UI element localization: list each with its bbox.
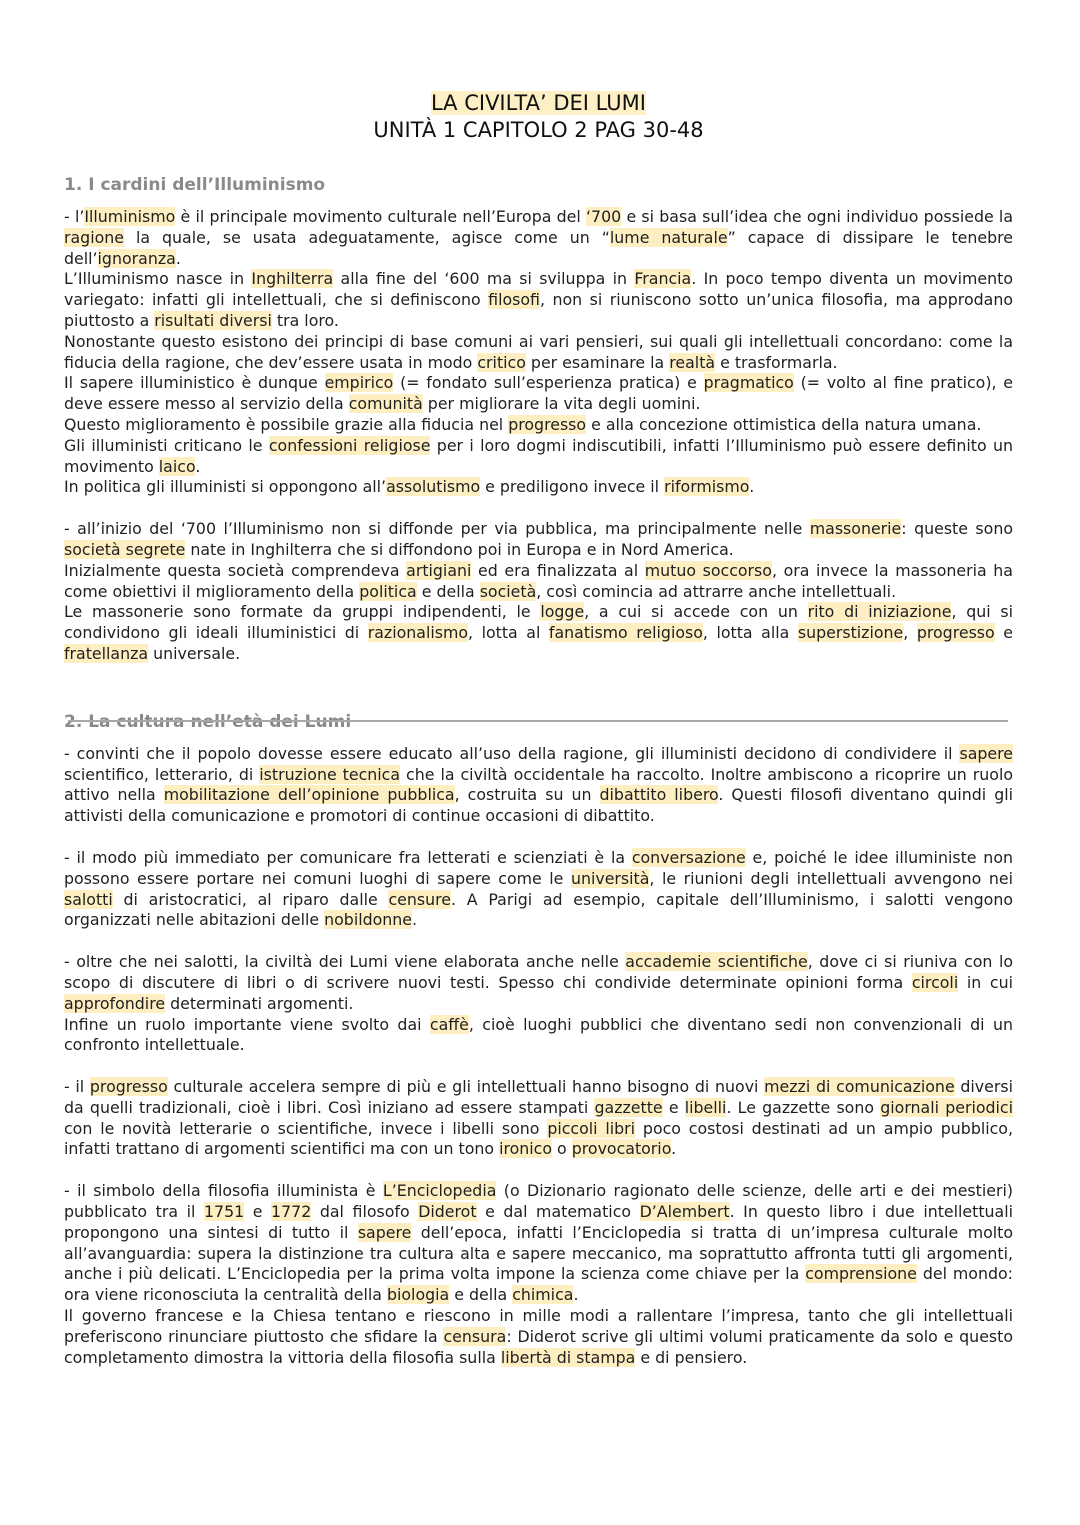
text-span: per i loro dogmi indiscutibili, infatti l’Illuminismo può essere definito un movimento <box>64 435 1013 476</box>
paragraph-gap <box>64 931 1013 952</box>
text-span: - il <box>64 1077 90 1097</box>
text-span: : queste sono <box>901 519 1013 539</box>
text-span: (o Dizionario ragionato delle scienze, delle arti e dei mestieri) pubblicato tra il <box>64 1181 1013 1222</box>
highlighted-text: caffè <box>429 1014 469 1034</box>
text-span: e prediligono invece il <box>480 477 665 497</box>
paragraph <box>64 415 1013 436</box>
highlighted-text: Diderot <box>418 1202 477 1222</box>
text-span: per esaminare la <box>525 352 670 372</box>
highlighted-text: artigiani <box>406 560 472 580</box>
paragraph <box>64 373 1013 415</box>
highlighted-text: sapere <box>959 743 1013 763</box>
text-span: . Questi filosofi diventano quindi gli attivisti della comunicazione e promotori di continue occasioni di dibattito. <box>64 785 1014 826</box>
paragraph <box>64 519 1013 561</box>
text-span: . A Parigi ad esempio, capitale dell’Illuminismo, i salotti vengono organizzati nelle abitazioni delle <box>64 889 1013 930</box>
highlighted-text: politica <box>359 581 417 601</box>
section-body <box>64 207 1013 665</box>
text-span: - l’ <box>64 207 85 226</box>
text-span: , lotta alla <box>702 623 798 643</box>
text-span: , dove ci si riuniva con lo scopo di discutere di libri o di scrivere nuovi testi. Spesso chi condivide determinate opinioni forma <box>64 952 1014 992</box>
text-span: , ora invece la massoneria ha come obiettivi il miglioramento della <box>64 560 1013 601</box>
highlighted-text: ironico <box>499 1139 553 1159</box>
paragraph <box>64 269 1013 331</box>
highlighted-text: dibattito libero <box>599 785 719 805</box>
text-span: determinati argomenti. <box>165 993 354 1013</box>
text-span: e <box>244 1202 272 1222</box>
highlighted-text: censure <box>388 889 452 909</box>
highlighted-text: critico <box>477 352 526 372</box>
text-span: , lotta al <box>468 623 549 643</box>
paragraph <box>64 1306 1013 1368</box>
text-span: universale. <box>148 643 241 663</box>
text-span: Infine un ruolo importante viene svolto dai <box>64 1014 430 1034</box>
paragraph <box>64 207 1013 269</box>
highlighted-text: progresso <box>89 1077 168 1097</box>
text-span: , costruita su un <box>454 785 600 805</box>
highlighted-text: laico <box>158 456 196 476</box>
section-heading: 2. La cultura nell’età dei Lumi <box>64 711 352 732</box>
highlighted-text: piccoli libri <box>547 1118 636 1138</box>
highlighted-text: mutuo soccorso <box>644 560 772 580</box>
highlighted-text: conversazione <box>631 847 746 867</box>
document-subtitle: UNITÀ 1 CAPITOLO 2 PAG 30-48 <box>373 118 704 142</box>
highlighted-text: nobildonne <box>324 910 413 930</box>
highlighted-text: istruzione tecnica <box>259 764 401 784</box>
section-body <box>64 744 1013 1369</box>
text-span: Le massonerie sono formate da gruppi indipendenti, le <box>64 602 541 622</box>
text-span: scientifico, letterario, di <box>64 764 260 784</box>
document-page <box>64 90 1013 1368</box>
paragraph <box>64 1181 1013 1306</box>
highlighted-text: confessioni religiose <box>268 435 431 455</box>
text-span: Questo miglioramento è possibile grazie alla fiducia nel <box>64 414 509 434</box>
text-span: ” capace di dissipare le tenebre dell’ <box>64 227 1014 268</box>
text-span: e, poiché le idee illuministe non possono essere portare nei comuni luoghi di sapere come le <box>64 847 1013 888</box>
text-span: in cui <box>958 972 1014 992</box>
text-span: e trasformarla. <box>715 352 838 372</box>
highlighted-text: accademie scientifiche <box>625 952 808 972</box>
text-span: L’Illuminismo nasce in <box>64 269 252 289</box>
text-span: dell’epoca, infatti l’Enciclopedia si tratta di un’impresa culturale molto all’avanguardia: supera la distinzione tra cultura alta e sapere meccanico, ma soprattutto affronta tutti gli argomenti, anche i più delicati. L’Enciclopedia per la prima volta impone la scienza come chiave per la <box>64 1222 1013 1284</box>
highlighted-text: rito di iniziazione <box>807 602 952 622</box>
highlighted-text: massonerie <box>809 519 902 539</box>
highlighted-text: biologia <box>386 1285 450 1305</box>
highlighted-text: Inghilterra <box>251 269 334 289</box>
text-span: . <box>175 248 181 268</box>
text-span: poco costosi destinati ad un ampio pubblico, infatti trattano di argomenti scientifici ma con un tono <box>64 1118 1013 1159</box>
text-span: dal filosofo <box>311 1202 419 1222</box>
highlighted-text: L’Enciclopedia <box>382 1181 497 1201</box>
text-span: (= fondato sull’esperienza pratica) e <box>393 373 704 393</box>
text-span: o <box>552 1139 572 1159</box>
text-span: culturale accelera sempre di più e gli intellettuali hanno bisogno di nuovi <box>167 1077 765 1097</box>
text-span: diversi da quelli tradizionali, cioè i libri. Così iniziano ad essere stampati <box>64 1077 1013 1117</box>
paragraph-gap <box>64 827 1013 848</box>
paragraph <box>64 332 1013 374</box>
text-span: . <box>412 910 418 930</box>
paragraph <box>64 477 1013 498</box>
text-span: . <box>195 456 201 476</box>
text-span: (= volto al fine pratico), e deve essere messo al servizio della <box>64 373 1014 414</box>
highlighted-text: riformismo <box>664 477 750 497</box>
highlighted-text: società <box>479 581 537 601</box>
highlighted-text: fratellanza <box>64 643 149 663</box>
text-span: : Diderot scrive gli ultimi volumi praticamente da solo e questo completamento dimostra la vittoria della filosofia sulla <box>64 1326 1013 1367</box>
text-span: di aristocratici, al riparo dalle <box>112 889 389 909</box>
highlighted-text: pragmatico <box>703 373 794 393</box>
paragraph <box>64 848 1013 931</box>
text-span: - all’inizio del ‘700 l’Illuminismo non si diffonde per via pubblica, ma principalmente nelle <box>64 519 810 539</box>
text-span: , a cui si accede con un <box>584 602 808 622</box>
highlighted-text: empirico <box>324 373 394 393</box>
highlighted-text: 1772 <box>271 1202 312 1222</box>
highlighted-text: ragione <box>64 227 124 247</box>
paragraph-gap <box>64 1160 1013 1181</box>
highlighted-text: censura <box>443 1326 507 1346</box>
highlighted-text: Illuminismo <box>84 207 176 226</box>
highlighted-text: filosofi <box>488 290 540 310</box>
highlighted-text: assolutismo <box>386 477 481 497</box>
text-span: e di pensiero. <box>635 1347 748 1367</box>
paragraph <box>64 1015 1013 1057</box>
text-span: - oltre che nei salotti, la civiltà dei Lumi viene elaborata anche nelle <box>64 952 626 972</box>
highlighted-text: gazzette <box>594 1097 663 1117</box>
paragraph <box>64 602 1013 664</box>
highlighted-text: comprensione <box>805 1264 917 1284</box>
text-span: , <box>903 623 917 643</box>
paragraph-gap <box>64 1056 1013 1077</box>
paragraph-gap <box>64 498 1013 519</box>
paragraph <box>64 436 1013 478</box>
text-span: Gli illuministi criticano le <box>64 435 269 455</box>
text-span: - il modo più immediato per comunicare fra letterati e scienziati è la <box>64 847 632 867</box>
text-span: . Le gazzette sono <box>726 1097 881 1117</box>
highlighted-text: salotti <box>64 889 113 909</box>
highlighted-text: razionalismo <box>367 623 469 643</box>
text-span: la quale, se usata adeguatamente, agisce come un “ <box>124 227 610 247</box>
text-span: è il principale movimento culturale nell’Europa del <box>175 207 587 226</box>
highlighted-text: risultati diversi <box>154 310 272 330</box>
paragraph <box>64 744 1013 827</box>
text-span: - il simbolo della filosofia illuminista è <box>64 1181 383 1201</box>
paragraph <box>64 561 1013 603</box>
highlighted-text: ‘700 <box>586 207 622 226</box>
text-span: tra loro. <box>271 310 339 330</box>
text-span: , qui si condividono gli ideali illuministici di <box>64 602 1013 643</box>
highlighted-text: approfondire <box>64 993 166 1013</box>
highlighted-text: giornali periodici <box>880 1097 1013 1117</box>
text-span: . <box>573 1285 579 1305</box>
highlighted-text: università <box>570 868 650 888</box>
highlighted-text: lume naturale <box>609 227 728 247</box>
highlighted-text: 1751 <box>203 1202 245 1222</box>
text-span: ed era finalizzata al <box>471 560 645 580</box>
highlighted-text: comunità <box>348 394 423 414</box>
highlighted-text: chimica <box>512 1285 574 1305</box>
text-span: - convinti che il popolo dovesse essere educato all’uso della ragione, gli illuministi decidono di condividere il <box>64 743 960 763</box>
paragraph <box>64 1077 1013 1160</box>
highlighted-text: logge <box>540 602 585 622</box>
text-span: che la civiltà occidentale ha raccolto. Inoltre ambiscono a ricoprire un ruolo attivo nella <box>64 764 1013 805</box>
text-span: e dal matematico <box>476 1202 640 1222</box>
text-span: del mondo: ora viene riconosciuta la centralità della <box>64 1264 1013 1305</box>
highlighted-text: sapere <box>357 1222 412 1242</box>
highlighted-text: mezzi di comunicazione <box>764 1077 955 1097</box>
text-span: per migliorare la vita degli uomini. <box>422 394 701 414</box>
section-divider <box>68 720 1008 722</box>
highlighted-text: Francia <box>634 269 692 289</box>
highlighted-text: libelli <box>684 1097 727 1117</box>
text-span: , così comincia ad attrarre anche intellettuali. <box>536 581 897 601</box>
text-span: nate in Inghilterra che si diffondono poi in Europa e in Nord America. <box>185 539 734 559</box>
highlighted-text: società segrete <box>64 539 186 559</box>
text-span: e della <box>449 1285 513 1305</box>
text-span: , cioè luoghi pubblici che diventano sedi non convenzionali di un confronto intellettuale. <box>64 1014 1013 1055</box>
document-title: LA CIVILTA’ DEI LUMI <box>430 91 646 115</box>
highlighted-text: mobilitazione dell’opinione pubblica <box>163 785 455 805</box>
highlighted-text: progresso <box>916 623 995 643</box>
text-span: , le riunioni degli intellettuali avvengono nei <box>649 868 1013 888</box>
text-span: e <box>994 623 1013 643</box>
paragraph <box>64 952 1013 1014</box>
text-span: , non si riuniscono sotto un’unica filosofia, ma approdano piuttosto a <box>64 290 1013 330</box>
text-span: . <box>749 477 755 497</box>
text-span: Il governo francese e la Chiesa tentano e riescono in mille modi a rallentare l’impresa, tanto che gli intellettuali preferiscono rinunciare piuttosto che sfidare la <box>64 1306 1013 1346</box>
highlighted-text: D’Alembert <box>639 1202 730 1222</box>
text-span: . In poco tempo diventa un movimento variegato: infatti gli intellettuali, che si definiscono <box>64 269 1013 310</box>
text-span: e della <box>416 581 480 601</box>
text-span: con le novità letterarie o scientifiche, invece i libelli sono <box>64 1118 548 1138</box>
section-heading: 1. I cardini dell’Illuminismo <box>64 175 326 195</box>
section-cultura-eta-lumi <box>64 711 1013 1369</box>
highlighted-text: circoli <box>911 972 959 992</box>
text-span: alla fine del ‘600 ma si sviluppa in <box>333 269 635 289</box>
text-span: Nonostante questo esistono dei principi di base comuni ai vari pensieri, sui quali gli intellettuali concordano: come la fiducia della ragione, che dev’essere usata in modo <box>64 331 1013 372</box>
highlighted-text: ignoranza <box>97 248 176 268</box>
text-span: . In questo libro i due intellettuali propongono una sintesi di tutto il <box>64 1202 1013 1242</box>
text-span: . <box>671 1139 677 1159</box>
text-span: e <box>662 1097 685 1117</box>
text-span: Inizialmente questa società comprendeva <box>64 560 407 580</box>
highlighted-text: progresso <box>508 414 587 434</box>
highlighted-text: libertà di stampa <box>500 1347 636 1367</box>
text-span: In politica gli illuministi si oppongono all’ <box>64 477 387 497</box>
section-cardini-illuminismo <box>64 174 1013 665</box>
highlighted-text: provocatorio <box>571 1139 672 1159</box>
highlighted-text: superstizione <box>797 623 904 643</box>
text-span: Il sapere illuministico è dunque <box>64 373 325 393</box>
text-span: e alla concezione ottimistica della natura umana. <box>586 414 982 434</box>
highlighted-text: realtà <box>669 352 716 372</box>
text-span: e si basa sull’idea che ogni individuo possiede la <box>621 207 1013 226</box>
highlighted-text: fanatismo religioso <box>548 623 703 643</box>
